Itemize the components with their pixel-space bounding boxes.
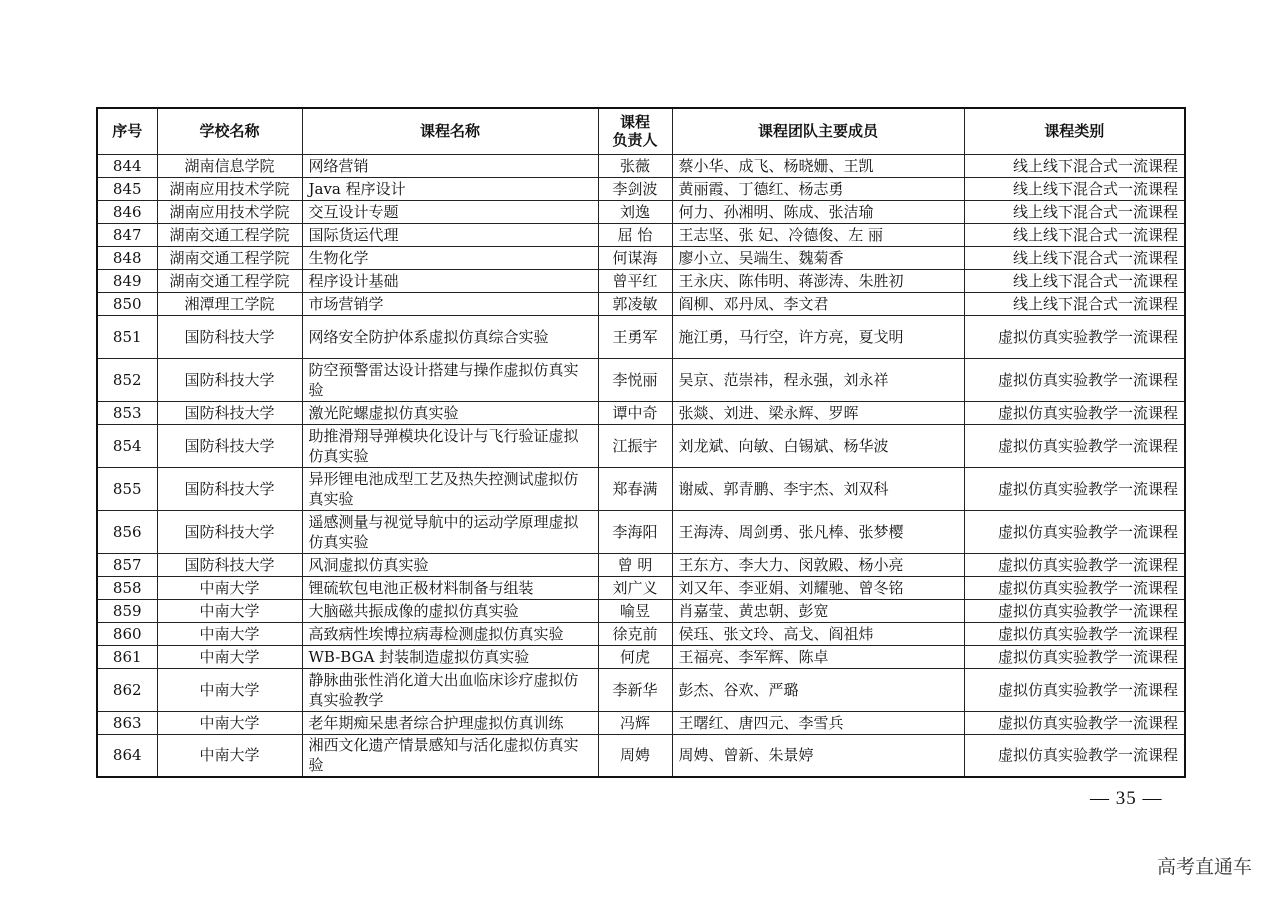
cell-school: 中南大学 xyxy=(157,668,302,711)
cell-no: 858 xyxy=(97,576,157,599)
cell-course: 湘西文化遗产情景感知与活化虚拟仿真实验 xyxy=(302,734,598,777)
cell-category: 虚拟仿真实验教学一流课程 xyxy=(964,599,1185,622)
cell-school: 国防科技大学 xyxy=(157,467,302,510)
table-row xyxy=(97,200,1185,223)
cell-team: 侯珏、张文玲、高戈、阎祖炜 xyxy=(672,622,964,645)
cell-leader: 李海阳 xyxy=(598,510,672,553)
cell-no: 861 xyxy=(97,645,157,668)
header-team: 课程团队主要成员 xyxy=(672,108,964,154)
cell-team: 王海涛、周剑勇、张凡棒、张梦樱 xyxy=(672,510,964,553)
cell-course: 防空预警雷达设计搭建与操作虚拟仿真实验 xyxy=(302,358,598,401)
header-leader xyxy=(598,108,672,154)
cell-course: 市场营销学 xyxy=(302,292,598,315)
table-row xyxy=(97,711,1185,734)
cell-no: 853 xyxy=(97,401,157,424)
cell-no: 860 xyxy=(97,622,157,645)
cell-category: 线上线下混合式一流课程 xyxy=(964,246,1185,269)
cell-course: 大脑磁共振成像的虚拟仿真实验 xyxy=(302,599,598,622)
cell-leader: 冯辉 xyxy=(598,711,672,734)
cell-category: 线上线下混合式一流课程 xyxy=(964,223,1185,246)
cell-leader: 喻昱 xyxy=(598,599,672,622)
cell-course: 程序设计基础 xyxy=(302,269,598,292)
cell-leader: 何虎 xyxy=(598,645,672,668)
cell-team: 谢威、郭青鹏、李宇杰、刘双科 xyxy=(672,467,964,510)
cell-school: 湖南交通工程学院 xyxy=(157,223,302,246)
header-no: 序号 xyxy=(97,108,157,154)
cell-course: WB-BGA 封装制造虚拟仿真实验 xyxy=(302,645,598,668)
table-row xyxy=(97,292,1185,315)
watermark: 高考直通车 xyxy=(1156,856,1252,878)
table-row xyxy=(97,622,1185,645)
table-row xyxy=(97,668,1185,711)
cell-school: 中南大学 xyxy=(157,645,302,668)
table-row xyxy=(97,401,1185,424)
cell-leader: 李剑波 xyxy=(598,177,672,200)
cell-leader: 江振宇 xyxy=(598,424,672,467)
cell-course: 异形锂电池成型工艺及热失控测试虚拟仿真实验 xyxy=(302,467,598,510)
cell-course: Java 程序设计 xyxy=(302,177,598,200)
cell-category: 线上线下混合式一流课程 xyxy=(964,177,1185,200)
table-row xyxy=(97,510,1185,553)
cell-course: 网络安全防护体系虚拟仿真综合实验 xyxy=(302,315,598,358)
cell-no: 857 xyxy=(97,553,157,576)
cell-leader: 屈 怡 xyxy=(598,223,672,246)
cell-team: 阎柳、邓丹凤、李文君 xyxy=(672,292,964,315)
page-number: — 35 — xyxy=(1090,788,1163,809)
cell-course: 生物化学 xyxy=(302,246,598,269)
cell-school: 中南大学 xyxy=(157,576,302,599)
cell-team: 王曙红、唐四元、李雪兵 xyxy=(672,711,964,734)
cell-course: 网络营销 xyxy=(302,154,598,177)
cell-leader: 郑春满 xyxy=(598,467,672,510)
cell-school: 中南大学 xyxy=(157,711,302,734)
cell-leader: 周娉 xyxy=(598,734,672,777)
cell-team: 廖小立、吴端生、魏菊香 xyxy=(672,246,964,269)
cell-no: 854 xyxy=(97,424,157,467)
cell-no: 845 xyxy=(97,177,157,200)
cell-team: 王永庆、陈伟明、蒋澎涛、朱胜初 xyxy=(672,269,964,292)
header-school: 学校名称 xyxy=(157,108,302,154)
cell-school: 湖南交通工程学院 xyxy=(157,269,302,292)
cell-category: 虚拟仿真实验教学一流课程 xyxy=(964,424,1185,467)
cell-course: 锂硫软包电池正极材料制备与组装 xyxy=(302,576,598,599)
cell-team: 蔡小华、成飞、杨晓姗、王凯 xyxy=(672,154,964,177)
cell-no: 846 xyxy=(97,200,157,223)
cell-school: 中南大学 xyxy=(157,622,302,645)
cell-category: 虚拟仿真实验教学一流课程 xyxy=(964,576,1185,599)
cell-course: 老年期痴呆患者综合护理虚拟仿真训练 xyxy=(302,711,598,734)
cell-leader: 张薇 xyxy=(598,154,672,177)
cell-leader: 刘逸 xyxy=(598,200,672,223)
table-row xyxy=(97,576,1185,599)
cell-school: 国防科技大学 xyxy=(157,553,302,576)
cell-team: 何力、孙湘明、陈成、张洁瑜 xyxy=(672,200,964,223)
header-leader-line1: 课程 xyxy=(619,113,650,132)
table-row xyxy=(97,154,1185,177)
cell-category: 虚拟仿真实验教学一流课程 xyxy=(964,401,1185,424)
cell-leader: 郭凌敏 xyxy=(598,292,672,315)
cell-no: 850 xyxy=(97,292,157,315)
table-row xyxy=(97,223,1185,246)
cell-school: 国防科技大学 xyxy=(157,358,302,401)
table-row xyxy=(97,177,1185,200)
cell-team: 王福亮、李军辉、陈卓 xyxy=(672,645,964,668)
cell-leader: 曾 明 xyxy=(598,553,672,576)
cell-team: 吴京、范崇祎，程永强，刘永祥 xyxy=(672,358,964,401)
cell-school: 中南大学 xyxy=(157,734,302,777)
cell-category: 虚拟仿真实验教学一流课程 xyxy=(964,358,1185,401)
cell-team: 王东方、李大力、闵敦殿、杨小亮 xyxy=(672,553,964,576)
cell-school: 国防科技大学 xyxy=(157,424,302,467)
cell-leader: 何谋海 xyxy=(598,246,672,269)
cell-category: 虚拟仿真实验教学一流课程 xyxy=(964,510,1185,553)
cell-team: 周娉、曾新、朱景婷 xyxy=(672,734,964,777)
cell-leader: 徐克前 xyxy=(598,622,672,645)
cell-category: 虚拟仿真实验教学一流课程 xyxy=(964,467,1185,510)
cell-course: 助推滑翔导弹模块化设计与飞行验证虚拟仿真实验 xyxy=(302,424,598,467)
cell-team: 肖嘉莹、黄忠朝、彭宽 xyxy=(672,599,964,622)
cell-no: 852 xyxy=(97,358,157,401)
cell-no: 855 xyxy=(97,467,157,510)
cell-school: 湘潭理工学院 xyxy=(157,292,302,315)
table-row xyxy=(97,734,1185,777)
table-row xyxy=(97,467,1185,510)
cell-course: 静脉曲张性消化道大出血临床诊疗虚拟仿真实验教学 xyxy=(302,668,598,711)
cell-no: 849 xyxy=(97,269,157,292)
cell-no: 859 xyxy=(97,599,157,622)
cell-team: 王志坚、张 妃、冷德俊、左 丽 xyxy=(672,223,964,246)
cell-category: 虚拟仿真实验教学一流课程 xyxy=(964,668,1185,711)
cell-course: 国际货运代理 xyxy=(302,223,598,246)
cell-course: 风洞虚拟仿真实验 xyxy=(302,553,598,576)
cell-team: 彭杰、谷欢、严璐 xyxy=(672,668,964,711)
cell-leader: 李新华 xyxy=(598,668,672,711)
cell-course: 激光陀螺虚拟仿真实验 xyxy=(302,401,598,424)
cell-category: 线上线下混合式一流课程 xyxy=(964,269,1185,292)
cell-course: 高致病性埃博拉病毒检测虚拟仿真实验 xyxy=(302,622,598,645)
cell-no: 856 xyxy=(97,510,157,553)
course-table xyxy=(96,107,1186,778)
cell-course: 遥感测量与视觉导航中的运动学原理虚拟仿真实验 xyxy=(302,510,598,553)
cell-course: 交互设计专题 xyxy=(302,200,598,223)
cell-category: 线上线下混合式一流课程 xyxy=(964,154,1185,177)
cell-school: 中南大学 xyxy=(157,599,302,622)
header-row xyxy=(97,108,1185,154)
table-row xyxy=(97,424,1185,467)
header-category: 课程类别 xyxy=(964,108,1185,154)
cell-category: 虚拟仿真实验教学一流课程 xyxy=(964,622,1185,645)
table-row xyxy=(97,315,1185,358)
cell-category: 虚拟仿真实验教学一流课程 xyxy=(964,734,1185,777)
table-row xyxy=(97,599,1185,622)
cell-category: 虚拟仿真实验教学一流课程 xyxy=(964,711,1185,734)
cell-category: 虚拟仿真实验教学一流课程 xyxy=(964,315,1185,358)
cell-leader: 刘广义 xyxy=(598,576,672,599)
cell-no: 851 xyxy=(97,315,157,358)
cell-leader: 李悦丽 xyxy=(598,358,672,401)
table-row xyxy=(97,269,1185,292)
cell-no: 862 xyxy=(97,668,157,711)
cell-leader: 王勇军 xyxy=(598,315,672,358)
cell-no: 844 xyxy=(97,154,157,177)
cell-school: 湖南信息学院 xyxy=(157,154,302,177)
header-course: 课程名称 xyxy=(302,108,598,154)
cell-category: 虚拟仿真实验教学一流课程 xyxy=(964,645,1185,668)
cell-team: 刘龙斌、向敏、白锡斌、杨华波 xyxy=(672,424,964,467)
cell-team: 施江勇，马行空，许方亮，夏戈明 xyxy=(672,315,964,358)
cell-no: 847 xyxy=(97,223,157,246)
cell-team: 刘又年、李亚娟、刘耀驰、曾冬铭 xyxy=(672,576,964,599)
cell-category: 虚拟仿真实验教学一流课程 xyxy=(964,553,1185,576)
cell-school: 湖南应用技术学院 xyxy=(157,200,302,223)
cell-team: 张燚、刘进、梁永辉、罗晖 xyxy=(672,401,964,424)
cell-school: 国防科技大学 xyxy=(157,315,302,358)
table-row xyxy=(97,645,1185,668)
cell-school: 湖南交通工程学院 xyxy=(157,246,302,269)
cell-school: 国防科技大学 xyxy=(157,510,302,553)
cell-school: 国防科技大学 xyxy=(157,401,302,424)
table-row xyxy=(97,553,1185,576)
cell-leader: 曾平红 xyxy=(598,269,672,292)
cell-no: 848 xyxy=(97,246,157,269)
cell-category: 线上线下混合式一流课程 xyxy=(964,292,1185,315)
cell-school: 湖南应用技术学院 xyxy=(157,177,302,200)
cell-no: 863 xyxy=(97,711,157,734)
table-row xyxy=(97,358,1185,401)
cell-no: 864 xyxy=(97,734,157,777)
cell-category: 线上线下混合式一流课程 xyxy=(964,200,1185,223)
header-leader-line2: 负责人 xyxy=(612,131,658,150)
table-row xyxy=(97,246,1185,269)
cell-team: 黄丽霞、丁德红、杨志勇 xyxy=(672,177,964,200)
cell-leader: 谭中奇 xyxy=(598,401,672,424)
